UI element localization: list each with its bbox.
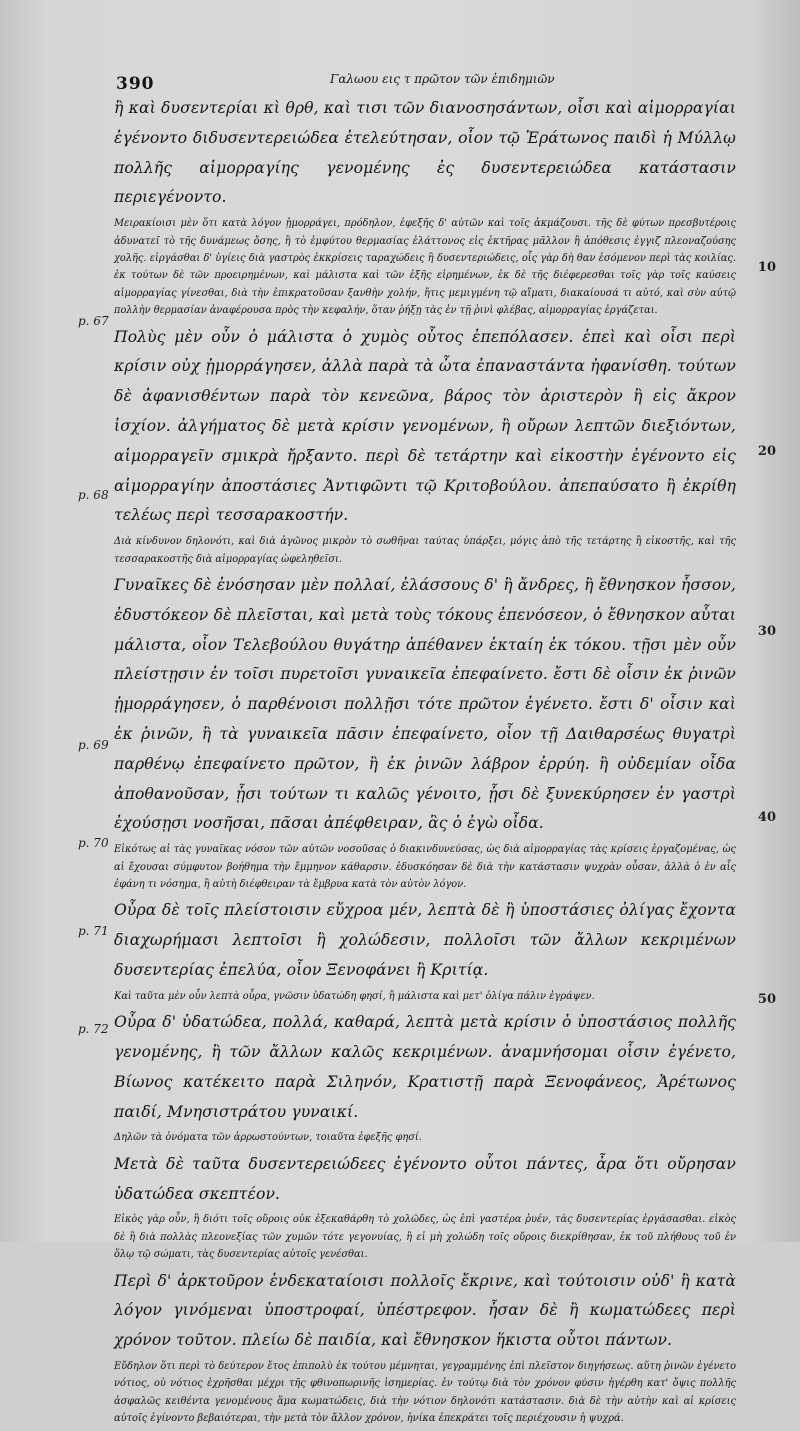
margin-reference: p. 70 [78, 836, 109, 850]
text-block [114, 94, 736, 1431]
commentary-paragraph: Εἰκότως αἱ τὰς γυναῖκας νόσον τῶν αὐτῶν νοσοῦσας ὁ διακινδυνεύσας, ὡς διὰ αἱμορραγίας τὰς κρίσεις ἐργαζομένας, ὡς αἱ ἔχουσαι σύμφυτον βοήθημα τὴν ἔμμηνον κάθαρσιν. ἐδυσκόησαν δὲ διὰ τὴν κατάστασιν ψυχρὰν οὖσαν, ἀλλὰ ὁ ἐν αἷς ἐφάνη τι νόσημα, ἢ αὐτὴ διέφθειραν τὰ ἔμβρυα κατὰ τὸν αὐτὸν λόγον. [114, 844, 736, 890]
commentary-paragraph: Δηλῶν τὰ ὀνόματα τῶν ἀρρωστούντων, τοιαῦτα ἐφεξῆς φησί. [114, 1132, 422, 1144]
commentary-paragraph: Εἰκὸς γὰρ οὖν, ἢ διότι τοῖς οὔροις οὐκ ἐξεκαθάρθη τὸ χολῶδες, ὡς ἐπὶ γαστέρα ῥυέν, τὰς δυσεντερίας ἐργάσασθαι. εἰκὸς δὲ ἢ διὰ πολλὰς πλεονεξίας τῶν χυμῶν τότε γεγονυίας, ἢ εἰ μὴ χολώδη τοῖς οὔροις διεκρίθησαν, ἐκ τοῦ πλήθους τοῦ ἐν ὅλῳ τῷ σώματι, τὰς δυσεντερίας αὐτοῖς γενέσθαι. [114, 1214, 736, 1261]
main-text-paragraph: Πολὺς μὲν οὖν ὁ μάλιστα ὁ χυμὸς οὗτος ἐπεπόλασεν. ἐπεὶ καὶ οἷσι περὶ κρίσιν οὐχ ᾑμορράγησεν, ἀλλὰ παρὰ τὰ ὦτα ἐπαναστάντα ἠφανίσθη. τούτων δὲ ἀφανισθέντων παρὰ τὸν κενεῶνα, βάρος τὸν ἀριστερὸν ἢ εἰς ἄκρον ἰσχίον. ἀλγήματος δὲ μετὰ κρίσιν γενομένων, ἢ οὔρων λεπτῶν διεξιόντων, αἱμορραγεῖν σμικρὰ ἤρξαντο. περὶ δὲ τετάρτην καὶ εἰκοστὴν ἐγένοντο εἰς αἱμορραγίην ἀποστάσιες Ἀντιφῶντι τῷ Κριτοβούλου. ἀπεπαύσατο ἢ ἐκρίθη τελέως περὶ τεσσαρακοστήν. [114, 327, 736, 525]
main-text-paragraph: Μετὰ δὲ ταῦτα δυσεντερειώδεες ἐγένοντο οὗτοι πάντες, ἆρα ὅτι οὔρησαν ὑδατώδεα σκεπτέον. [114, 1154, 736, 1203]
main-text-paragraph: Γυναῖκες δὲ ἐνόσησαν μὲν πολλαί, ἐλάσσους δ' ἢ ἄνδρες, ἢ ἔθνησκον ἧσσον, ἐδυστόκεον δὲ πλεῖσται, καὶ μετὰ τοὺς τόκους ἐπενόσεον, ὁ ἔθνησκον αὗται μάλιστα, οἷον Τελεβούλου θυγάτηρ ἀπέθανεν ἑκταίη ἐκ τόκου. τῇσι μὲν οὖν πλείστῃσιν ἐν τοῖσι πυρετοῖσι γυναικεῖα ἐπεφαίνετο. ἔστι δὲ οἷσιν ἐκ ῥινῶν ᾑμορράγησεν, ὁ παρθένοισι πολλῇσι τότε πρῶτον ἐγένετο. ἔστι δ' οἷσιν καὶ ἐκ ῥινῶν, ἢ τὰ γυναικεῖα πᾶσιν ἐπεφαίνετο, οἷον τῇ Δαιθαρσέως θυγατρὶ παρθένῳ ἐπεφαίνετο πρῶτον, ἢ ἐκ ῥινῶν λάβρον ἐρρύη. ἢ οὐδεμίαν οἶδα ἀποθανοῦσαν, ᾗσι τούτων τι καλῶς γένοιτο, ᾗσι δὲ ξυνεκύρησεν ἐν γαστρὶ ἐχούσῃσι νοσῆσαι, πᾶσαι ἀπέφθειραν, ἃς ὁ ἐγὼ οἶδα. [114, 576, 736, 833]
main-text-paragraph: Οὖρα δ' ὑδατώδεα, πολλά, καθαρά, λεπτὰ μετὰ κρίσιν ὁ ὑποστάσιος πολλῆς γενομένης, ἢ τῶν ἄλλων καλῶς κεκριμένων. ἀναμνήσομαι οἷσιν ἐγένετο, Βίωνος κατέκειτο παρὰ Σιληνόν, Κρατιστῇ παρὰ Ξενοφάνεος, Ἀρέτωνος παιδί, Μνησιστράτου γυναικί. [114, 1013, 736, 1121]
commentary-paragraph: Εὔδηλον ὅτι περὶ τὸ δεύτερον ἔτος ἐπιπολὺ ἐκ τούτου μέμνηται, γεγραμμένης ἐπὶ πλεῖστον διηγήσεως. αὕτη ῥινῶν ἐγένετο νότιος, οὐ νότιος ἐχρῆσθαι μέχρι τῆς φθινοπωρινῆς ἰσημερίας. ἐν τούτῳ διὰ τὸν χρόνον φύσιν ἠγέρθη κατ' ὄψις πολλῆς ἀσφαλῶς κειθέντα γενομένους ἅμα κωματώδεις, διὰ τὴν νότιον δηλονότι κατάστασιν. διὰ δὲ τὴν αὐτὴν καὶ αἱ κρίσεις αὐτοῖς ἐγίνοντο βεβαιότεραι, τὴν μετὰ τὸν ἄλλον χρόνον, ἡνίκα ἐπεκράτει τοῖς περιέχουσιν ἡ ψυχρά. [114, 1361, 736, 1425]
line-number: 40 [757, 810, 776, 825]
margin-reference: p. 71 [78, 924, 109, 938]
line-number: 30 [757, 624, 776, 639]
main-text-paragraph: Περὶ δ' ἀρκτοῦρον ἑνδεκαταίοισι πολλοῖς ἔκρινε, καὶ τούτοισιν οὐδ' ἢ κατὰ λόγον γινόμεναι ὑποστροφαί, ὑπέστρεφον. ἦσαν δὲ ἢ κωματώδεες περὶ χρόνον τοῦτον. πλείω δὲ παιδία, καὶ ἔθνησκον ἥκιστα οὗτοι πάντων. [114, 1271, 736, 1350]
commentary-paragraph: Μειρακίοισι μὲν ὅτι κατὰ λόγον ᾑμορράγει, πρόδηλον, ἐφεξῆς δ' αὐτῶν καὶ τοῖς ἀκμάζουσι. τῆς δὲ φύτων πρεσβυτέροις ἀδυνατεῖ τὸ τῆς δυνάμεως ὄσης, ἢ τὸ ἐμφύτου θερμασίας ἐλάττονος εἰς ἐκτῆρας μᾶλλον ἢ ἀπόθεσις ἐγγιζ πλεοναζούσης χολῆς. εἰργάσθαι δ' ὑγίεις διὰ γαστρὸς ἐκκρίσεις ταραχώδεις ἢ δυσεντεριώδεις, οἷς γὰρ δὴ θαν ἐσόμενον περὶ τὰς κοιλίας. ἐκ τούτων δὲ τῶν προειρημένων, καὶ μάλιστα καὶ τῶν ἐξῆς εἰρημένων, ἐκ δὲ τῆς διέφερεσθαι τοῖς γὰρ τοῖς καύσεις αἱμορραγίας γίνεσθαι, διὰ τὴν ἐπικρατοῦσαν ξανθὴν χολήν, ἥτις μεμιγμένη τῷ αἵματι, διακαίουσά τι αὐτό, καὶ σὺν αὐτῷ πολλὴν θερμασίαν ἀναφέρουσα πρὸς τὴν κεφαλήν, ὅταν ῥήξῃ τὰς ἐν τῇ ῥινὶ φλέβας, αἱμορραγίας ἐργάζεται. [114, 218, 736, 317]
margin-reference: p. 68 [78, 488, 109, 502]
margin-reference: p. 69 [78, 738, 109, 752]
commentary-paragraph: Διὰ κίνδυνον δηλονότι, καὶ διὰ ἀγῶνος μικρὸν τὸ σωθῆναι ταύτας ὑπάρξει, μόγις ἀπὸ τῆς τετάρτης ἢ εἰκοστῆς, καὶ τῆς τεσσαρακοστῆς διὰ αἱμορραγίας ὠφεληθεῖσι. [114, 536, 736, 565]
line-number: 10 [757, 260, 776, 275]
line-number: 20 [757, 444, 776, 459]
main-text-paragraph: Οὖρα δὲ τοῖς πλείστοισιν εὔχροα μέν, λεπτὰ δὲ ἢ ὑποστάσιες ὀλίγας ἔχοντα διαχωρήμασι λεπτοῖσι ἢ χολώδεσιν, πολλοῖσι τῶν ἄλλων κεκριμένων δυσεντερίας ἐπελύα, οἷον Ξενοφάνει ἢ Κριτίᾳ. [114, 901, 736, 979]
main-text-paragraph: ἢ καὶ δυσεντερίαι κὶ θρθ, καὶ τισι τῶν διανοσησάντων, οἷσι καὶ αἱμορραγίαι ἐγένοντο διδυσεντερειώδεα ἐτελεύτησαν, οἷον τῷ Ἐράτωνος παιδὶ ἡ Μύλλῳ πολλῆς αἱμορραγίης γενομένης ἐς δυσεντερειώδεα κατάστασιν περιεγένοντο. [114, 99, 736, 207]
margin-reference: p. 72 [78, 1022, 109, 1036]
line-number: 50 [757, 992, 776, 1007]
page-number: 390 [116, 74, 155, 94]
running-head: Γαλωου εις τ πρῶτον τῶν ἐπιδημιῶν [330, 72, 555, 86]
margin-reference: p. 67 [78, 314, 109, 328]
commentary-paragraph: Καὶ ταῦτα μὲν οὖν λεπτὰ οὖρα, γνῶσιν ὑδατώδη φησί, ἢ μάλιστα καὶ μετ' ὀλίγα πάλιν ἐγράψεν. [114, 990, 595, 1002]
